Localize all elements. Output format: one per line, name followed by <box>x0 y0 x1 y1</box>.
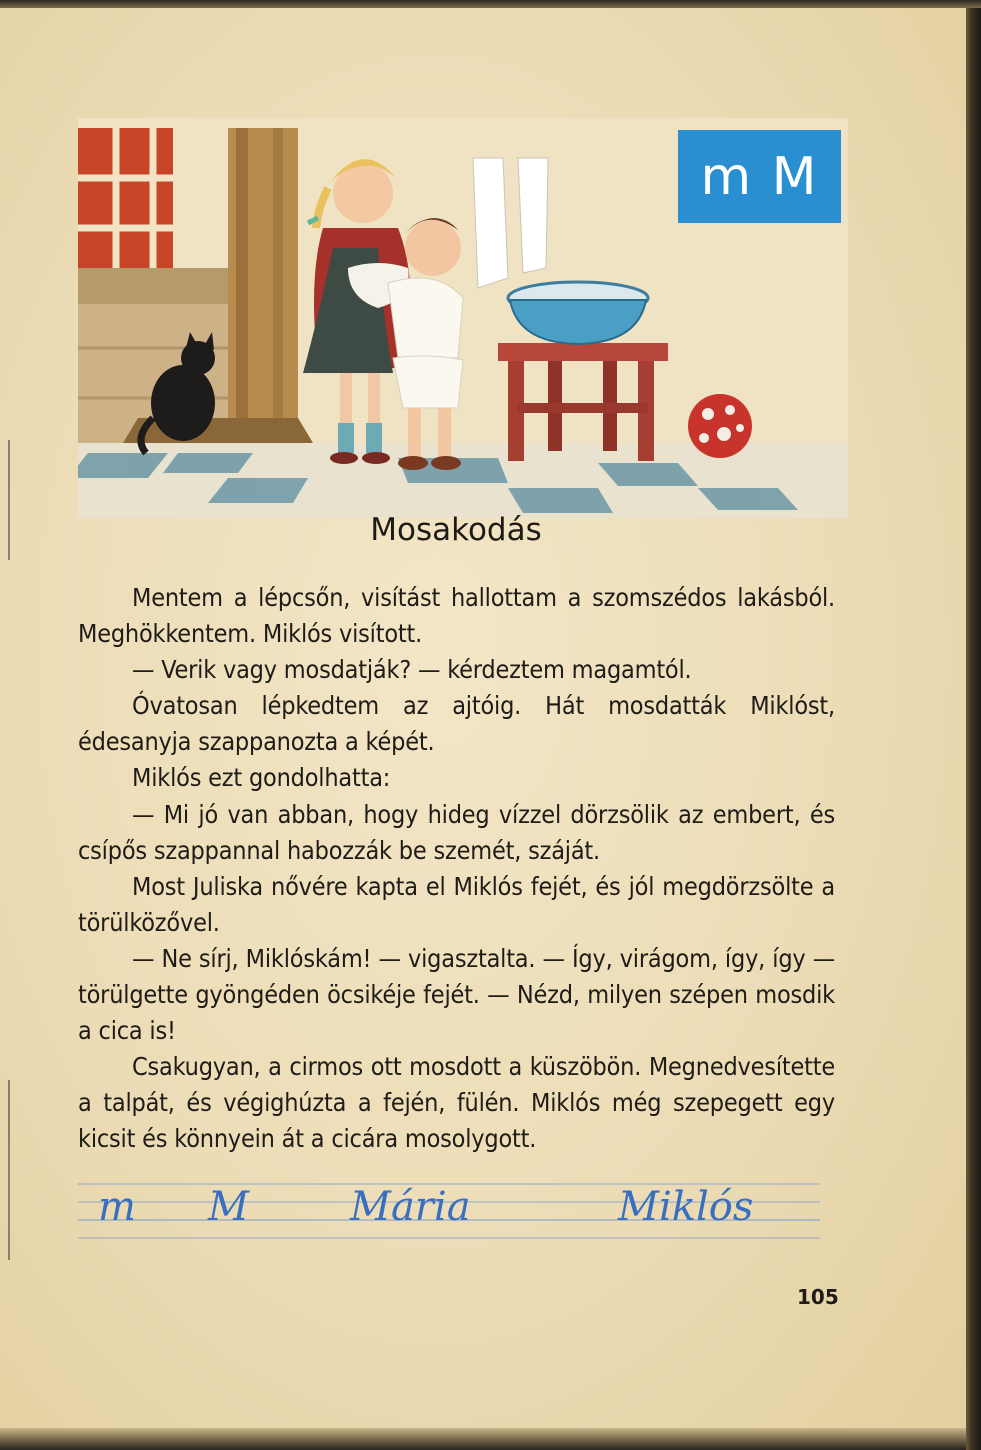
script-word: Miklós <box>618 1184 754 1230</box>
hanging-towel <box>473 158 508 288</box>
binding-edge <box>0 0 12 1450</box>
paragraph: Mentem a lépcsőn, visítást hallottam a szomszédos lakásból. Meghökkentem. Miklós visított. <box>78 583 835 649</box>
script-word: M <box>208 1184 249 1230</box>
paragraph: — Ne sírj, Miklóskám! — vigasztalta. — Így, virágom, így, így — törülgette gyöngéden öcsikéje fejét. — Nézd, milyen szépen mosdik a cica is! <box>78 943 835 1046</box>
page-bottom-edge <box>0 1428 966 1450</box>
paragraph: Csakugyan, a cirmos ott mosdott a küszöbön. Megnedvesítette a talpát, és végighúzta a fején, fülén. Miklós még szepegett egy kicsit és könnyein át a cicára mosolygott. <box>78 1052 835 1154</box>
handwriting-practice-row <box>78 1176 820 1248</box>
paragraph: Óvatosan lépkedtem az ajtóig. Hát mosdatták Miklóst, édesanyja szappanozta a képét. <box>78 691 835 757</box>
story-text <box>78 580 835 1158</box>
page-top-edge <box>0 0 981 8</box>
page-number: 105 <box>797 1285 839 1309</box>
script-word: Mária <box>350 1184 471 1230</box>
paragraph: — Verik vagy mosdatják? — kérdeztem magamtól. <box>132 655 692 685</box>
wooden-stool <box>498 343 668 361</box>
polka-dot-ball <box>688 394 752 458</box>
paragraph: Most Juliska nővére kapta el Miklós fejét, és jól megdörzsölte a törülközővel. <box>78 871 835 937</box>
paragraph: Miklós ezt gondolhatta: <box>132 763 391 793</box>
paragraph: — Mi jó van abban, hogy hideg vízzel dörzsölik az embert, és csípős szappannal habozzák be szemét, száját. <box>78 799 835 865</box>
script-word: m <box>98 1184 136 1230</box>
book-edge <box>966 0 981 1450</box>
letter-badge: m M <box>678 130 841 223</box>
story-title: Mosakodás <box>370 512 542 548</box>
